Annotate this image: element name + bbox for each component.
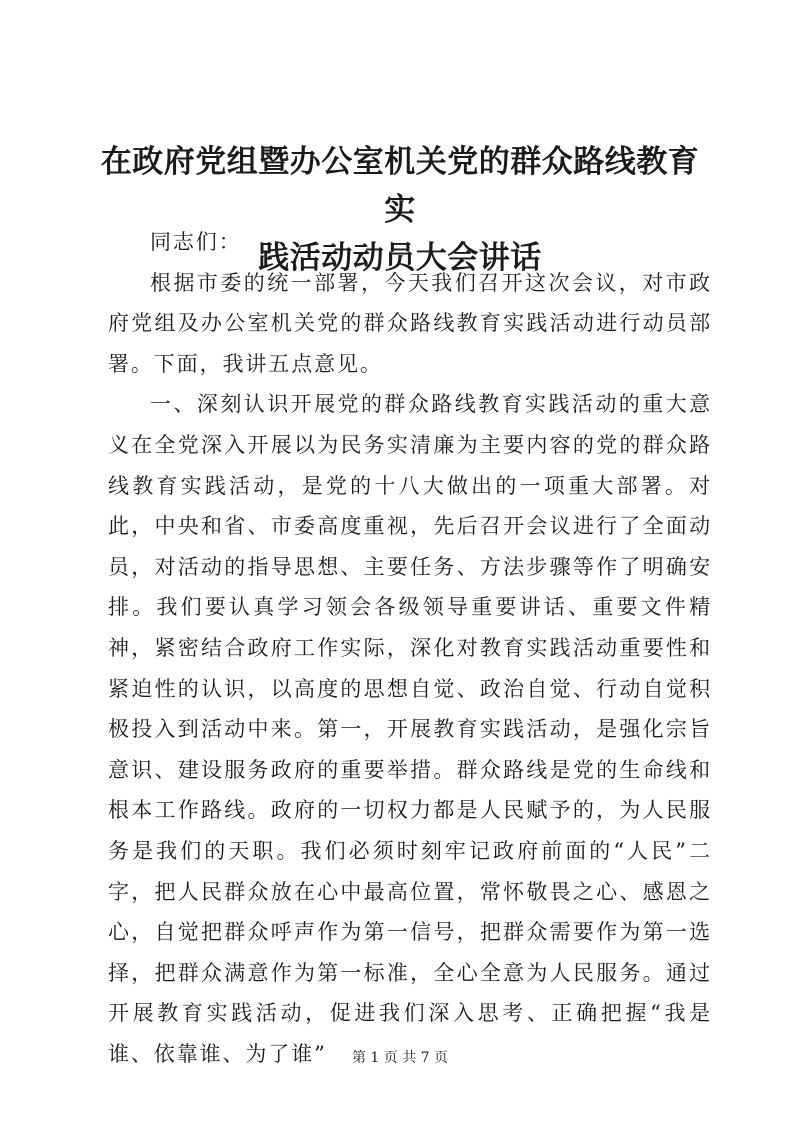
title-line-1: 在政府党组暨办公室机关党的群众路线教育实 bbox=[100, 144, 700, 228]
title-line-2: 践活动动员大会讲话 bbox=[258, 240, 542, 276]
paragraph-intro: 根据市委的统一部署，今天我们召开这次会议，对市政府党组及办公室机关党的群众路线教育实践活动进行动员部署。下面，我讲五点意见。 bbox=[108, 270, 712, 376]
page-footer bbox=[0, 1047, 800, 1067]
page-indicator: 第 1 页 共 7 页 bbox=[351, 1050, 449, 1066]
paragraph-section-one: 一、深刻认识开展党的群众路线教育实践活动的重大意义在全党深入开展以为民务实清廉为主要内容的党的群众路线教育实践活动，是党的十八大做出的一项重大部署。对此，中央和省、市委高度重视，先后召开会议进行了全面动员，对活动的指导思想、主要任务、方法步骤等作了明确安排。我们要认真学习领会各级领导重要讲话、重要文件精神，紧密结合政府工作实际，深化对教育实践活动重要性和紧迫性的认识，以高度的思想自觉、政治自觉、行动自觉积极投入到活动中来。第一，开展教育实践活动，是强化宗旨意识、建设服务政府的重要举措。群众路线是党的生命线和根本工作路线。政府的一切权力都是人民赋予的，为人民服务是我们的天职。我们必须时刻牢记政府前面的“人民”二字，把人民群众放在心中最高位置，常怀敬畏之心、感恩之心，自觉把群众呼声作为第一信号，把群众需要作为第一选择，把群众满意作为第一标准，全心全意为人民服务。通过开展教育实践活动，促进我们深入思考、正确把握“我是谁、依靠谁、为了谁” bbox=[108, 392, 712, 1066]
document-body bbox=[108, 222, 712, 1074]
salutation: 同志们： bbox=[150, 230, 242, 254]
